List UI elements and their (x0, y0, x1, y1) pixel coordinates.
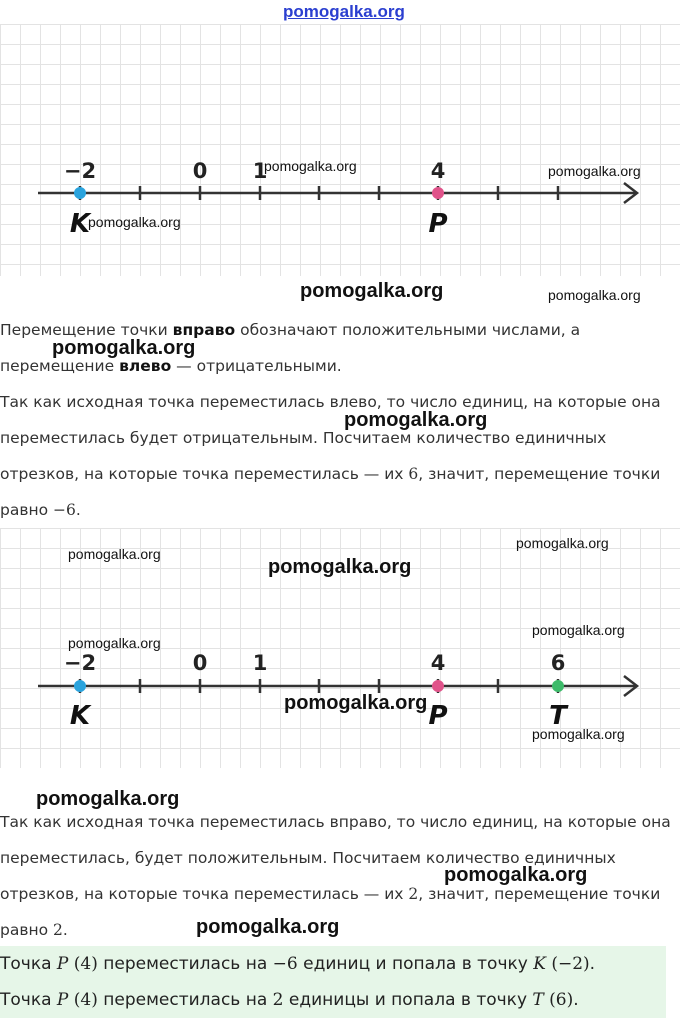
watermark: pomogalka.org (344, 409, 488, 431)
number-line-1-svg (0, 24, 680, 276)
math-var: P (56, 954, 69, 974)
point-t-dot (552, 680, 564, 692)
text-run: переместилась на (97, 954, 273, 974)
watermark: pomogalka.org (68, 635, 161, 651)
watermark: pomogalka.org (284, 692, 428, 714)
math-value: 2 (272, 990, 284, 1010)
math-value: (4) (68, 990, 98, 1010)
math-value: (6) (543, 990, 574, 1010)
text-run: . (62, 921, 68, 939)
math-value: 2 (408, 885, 419, 903)
tick-label: 1 (252, 651, 268, 675)
watermark: pomogalka.org (516, 535, 609, 551)
tick-label: 1 (252, 159, 268, 183)
text-run: — отрицательными. (171, 357, 342, 375)
tick-label: −2 (63, 159, 97, 183)
watermark: pomogalka.org (264, 158, 357, 174)
math-value: (4) (68, 954, 98, 974)
math-value: 6 (408, 465, 419, 483)
text-run: Точка (0, 954, 57, 974)
text-run: . (573, 990, 579, 1010)
text-run: , значит, перемещение точки равно (0, 885, 661, 939)
watermark: pomogalka.org (68, 546, 161, 562)
text-run: . (589, 954, 596, 974)
tick-label: 4 (430, 159, 446, 183)
watermark: pomogalka.org (300, 280, 444, 302)
math-value: −6 (53, 501, 76, 519)
watermark: pomogalka.org (196, 916, 340, 938)
point-p-label: P (428, 701, 448, 731)
tick-label: 4 (430, 651, 446, 675)
math-var: T (532, 990, 544, 1010)
answer-line-1 (0, 946, 666, 982)
text-run: Так как исходная точка переместилась влево, то число единиц, на которые она переместилась будет отрицательным. Посчитаем количество единичных отрезков, на которые точка переместилась — их (0, 393, 661, 483)
tick-label: 0 (192, 651, 208, 675)
watermark: pomogalka.org (36, 788, 180, 810)
text-run: . (75, 501, 81, 519)
watermark: pomogalka.org (52, 337, 196, 359)
watermark-link-top[interactable]: pomogalka.org (283, 2, 405, 21)
paragraph-left-move (0, 384, 680, 528)
text-run: , значит, перемещение точки равно (0, 465, 661, 519)
math-var: P (56, 990, 69, 1010)
watermark: pomogalka.org (548, 287, 641, 303)
watermark: pomogalka.org (532, 622, 625, 638)
math-value: (−2) (545, 954, 590, 974)
watermark: pomogalka.org (548, 163, 641, 179)
watermark: pomogalka.org (444, 864, 588, 886)
number-line-figure-1 (0, 24, 680, 276)
point-k-label: K (69, 701, 91, 731)
math-value: 2 (53, 921, 63, 939)
math-value: −6 (272, 954, 298, 974)
tick-label: 0 (192, 159, 208, 183)
tick-label: −2 (63, 651, 97, 675)
text-run: Перемещение точки (0, 321, 173, 339)
answer-block (0, 946, 666, 1018)
text-bold: влево (119, 357, 172, 375)
point-p-dot (432, 187, 444, 199)
point-t-label: T (549, 701, 567, 731)
text-run: переместилась на (97, 990, 273, 1010)
point-k-dot (74, 680, 86, 692)
watermark: pomogalka.org (268, 556, 412, 578)
tick-label: 6 (550, 651, 566, 675)
text-run: единицы и попала в точку (283, 990, 533, 1010)
watermark: pomogalka.org (532, 726, 625, 742)
point-k-label: K (69, 209, 91, 239)
point-k-dot (74, 187, 86, 199)
watermark: pomogalka.org (88, 214, 181, 230)
text-run: Так как исходная точка переместилась вправо, то число единиц, на которые она переместилась, будет положительным. Посчитаем количество единичных отрезков, на которые точка переместилась — их (0, 813, 671, 903)
answer-line-2 (0, 982, 666, 1018)
text-bold: вправо (172, 321, 236, 339)
text-run: обозначают положительными числами, а перемещение (0, 321, 581, 375)
math-var: K (533, 954, 546, 974)
text-run: единиц и попала в точку (297, 954, 534, 974)
text-run: Точка (0, 990, 57, 1010)
point-p-label: P (428, 209, 448, 239)
point-p-dot (432, 680, 444, 692)
